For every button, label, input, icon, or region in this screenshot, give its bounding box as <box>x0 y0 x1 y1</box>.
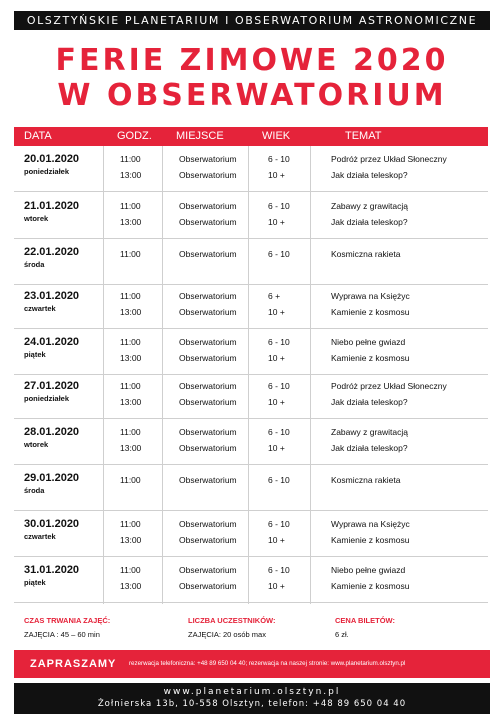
session-time: 11:00 <box>120 519 141 529</box>
schedule-row <box>14 465 488 511</box>
session-topic: Kamienie z kosmosu <box>331 535 410 545</box>
column-header-date: DATA <box>24 130 52 142</box>
session-time: 13:00 <box>120 397 142 407</box>
session-time: 11:00 <box>120 201 141 211</box>
session-time: 11:00 <box>120 154 141 164</box>
session-age: 6 - 10 <box>268 154 290 164</box>
session-time: 13:00 <box>120 581 142 591</box>
participants-label: LICZBA UCZESTNIKÓW: <box>188 616 276 625</box>
session-time: 11:00 <box>120 337 141 347</box>
page-title: FERIE ZIMOWE 2020 <box>55 43 449 78</box>
session-age: 10 + <box>268 581 285 591</box>
session-place: Obserwatorium <box>179 381 237 391</box>
column-header-place: MIEJSCE <box>176 130 224 142</box>
session-time: 13:00 <box>120 170 142 180</box>
row-date: 24.01.2020 <box>24 336 80 348</box>
column-header-topic: TEMAT <box>345 130 382 142</box>
row-date: 29.01.2020 <box>24 472 80 484</box>
schedule-row <box>14 239 488 285</box>
session-place: Obserwatorium <box>179 443 237 453</box>
row-weekday: środa <box>24 260 45 269</box>
invitation-bar <box>14 650 490 678</box>
session-topic: Kosmiczna rakieta <box>331 475 401 485</box>
duration-label: CZAS TRWANIA ZAJĘĆ: <box>24 616 111 625</box>
row-divider <box>14 602 488 603</box>
column-header-time: GODZ. <box>117 130 152 142</box>
session-place: Obserwatorium <box>179 249 237 259</box>
session-topic: Kosmiczna rakieta <box>331 249 401 259</box>
row-weekday: wtorek <box>24 214 49 223</box>
table-header <box>14 127 488 146</box>
session-place: Obserwatorium <box>179 565 237 575</box>
session-place: Obserwatorium <box>179 353 237 363</box>
session-age: 6 - 10 <box>268 519 290 529</box>
session-topic: Wyprawa na Księżyc <box>331 291 410 301</box>
session-place: Obserwatorium <box>179 535 237 545</box>
session-age: 10 + <box>268 353 285 363</box>
session-place: Obserwatorium <box>179 397 237 407</box>
session-topic: Kamienie z kosmosu <box>331 581 410 591</box>
session-time: 11:00 <box>120 291 141 301</box>
session-place: Obserwatorium <box>179 337 237 347</box>
session-topic: Zabawy z grawitacją <box>331 427 409 437</box>
session-place: Obserwatorium <box>179 475 237 485</box>
session-topic: Zabawy z grawitacją <box>331 201 409 211</box>
row-weekday: wtorek <box>24 440 49 449</box>
row-date: 21.01.2020 <box>24 200 80 212</box>
session-age: 6 - 10 <box>268 249 290 259</box>
price-label: CENA BILETÓW: <box>335 616 395 625</box>
schedule-row <box>14 373 488 419</box>
session-topic: Podróż przez Układ Słoneczny <box>331 154 447 164</box>
session-topic: Niebo pełne gwiazd <box>331 337 406 347</box>
schedule-row <box>14 511 488 557</box>
session-time: 13:00 <box>120 353 142 363</box>
session-place: Obserwatorium <box>179 307 237 317</box>
session-age: 6 - 10 <box>268 337 290 347</box>
reservation-info: rezerwacja telefoniczna: +48 89 650 04 40; rezerwacja na naszej stronie: www.planetarium.olsztyn.pl <box>129 660 406 667</box>
price-info <box>335 616 395 639</box>
row-date: 31.01.2020 <box>24 564 80 576</box>
session-topic: Wyprawa na Księżyc <box>331 519 410 529</box>
session-age: 10 + <box>268 170 285 180</box>
session-time: 13:00 <box>120 217 142 227</box>
session-topic: Jak działa teleskop? <box>331 217 408 227</box>
session-place: Obserwatorium <box>179 427 237 437</box>
session-age: 10 + <box>268 535 285 545</box>
row-divider <box>14 191 488 192</box>
row-weekday: piątek <box>24 578 46 587</box>
row-weekday: piątek <box>24 350 46 359</box>
row-weekday: poniedziałek <box>24 394 70 403</box>
session-age: 10 + <box>268 307 285 317</box>
page-subtitle: W OBSERWATORIUM <box>57 78 447 113</box>
invitation-text: ZAPRASZAMY <box>30 658 117 670</box>
session-place: Obserwatorium <box>179 581 237 591</box>
session-time: 11:00 <box>120 565 141 575</box>
session-place: Obserwatorium <box>179 217 237 227</box>
session-age: 10 + <box>268 397 285 407</box>
session-topic: Jak działa teleskop? <box>331 397 408 407</box>
schedule-row <box>14 419 488 465</box>
row-weekday: czwartek <box>24 532 56 541</box>
session-age: 6 - 10 <box>268 201 290 211</box>
row-date: 30.01.2020 <box>24 518 80 530</box>
session-time: 11:00 <box>120 427 141 437</box>
contact-footer <box>14 683 490 714</box>
session-age: 10 + <box>268 443 285 453</box>
session-time: 13:00 <box>120 443 142 453</box>
session-place: Obserwatorium <box>179 154 237 164</box>
session-time: 11:00 <box>120 249 141 259</box>
schedule-row <box>14 146 488 192</box>
schedule-row <box>14 193 488 239</box>
session-place: Obserwatorium <box>179 291 237 301</box>
row-date: 22.01.2020 <box>24 246 80 258</box>
row-weekday: poniedziałek <box>24 167 70 176</box>
column-header-age: WIEK <box>262 130 291 142</box>
session-place: Obserwatorium <box>179 519 237 529</box>
schedule-row <box>14 283 488 329</box>
session-place: Obserwatorium <box>179 201 237 211</box>
row-date: 20.01.2020 <box>24 153 80 165</box>
participants-value: ZAJĘCIA: 20 osób max <box>188 630 266 639</box>
session-topic: Podróż przez Układ Słoneczny <box>331 381 447 391</box>
session-topic: Kamienie z kosmosu <box>331 353 410 363</box>
session-time: 13:00 <box>120 307 142 317</box>
session-topic: Jak działa teleskop? <box>331 443 408 453</box>
duration-info <box>24 616 110 639</box>
row-weekday: środa <box>24 486 45 495</box>
row-weekday: czwartek <box>24 304 56 313</box>
session-age: 6 - 10 <box>268 427 290 437</box>
session-age: 6 - 10 <box>268 565 290 575</box>
schedule-row <box>14 329 488 375</box>
session-age: 10 + <box>268 217 285 227</box>
session-time: 11:00 <box>120 475 141 485</box>
session-age: 6 - 10 <box>268 381 290 391</box>
session-topic: Jak działa teleskop? <box>331 170 408 180</box>
session-time: 13:00 <box>120 535 142 545</box>
website-link[interactable]: www.planetarium.olsztyn.pl <box>163 687 341 697</box>
session-topic: Kamienie z kosmosu <box>331 307 410 317</box>
price-value: 6 zł. <box>335 630 349 639</box>
session-time: 11:00 <box>120 381 141 391</box>
session-place: Obserwatorium <box>179 170 237 180</box>
session-age: 6 + <box>268 291 281 301</box>
participants-info <box>188 616 276 639</box>
row-date: 27.01.2020 <box>24 380 80 392</box>
row-date: 23.01.2020 <box>24 290 80 302</box>
address-text: Żołnierska 13b, 10-558 Olsztyn, telefon: +48 89 650 04 40 <box>97 699 407 709</box>
organization-banner: OLSZTYŃSKIE PLANETARIUM I OBSERWATORIUM ASTRONOMICZNE <box>14 11 490 30</box>
session-age: 6 - 10 <box>268 475 290 485</box>
session-topic: Niebo pełne gwiazd <box>331 565 406 575</box>
row-date: 28.01.2020 <box>24 426 80 438</box>
schedule-row <box>14 557 488 603</box>
duration-value: ZAJĘCIA : 45 – 60 min <box>24 630 100 639</box>
